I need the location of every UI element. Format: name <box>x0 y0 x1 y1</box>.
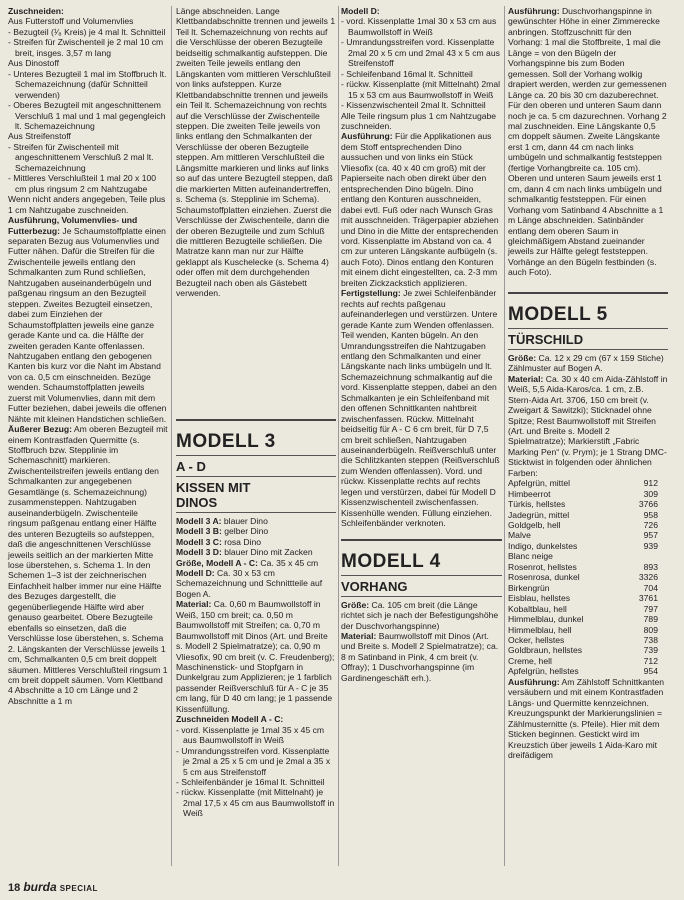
paragraph-heading: Äußerer Bezug: <box>8 424 72 435</box>
paragraph <box>176 578 336 599</box>
color-name: Himmelblau, hell <box>508 624 572 635</box>
paragraph <box>341 600 502 631</box>
color-name: Blanc neige <box>508 551 553 562</box>
paragraph-heading: Modell D: <box>341 6 380 16</box>
paragraph <box>8 142 168 173</box>
page-number: 18 <box>8 882 21 894</box>
color-row <box>508 583 658 593</box>
color-row <box>508 666 658 676</box>
paragraph-text: - Umrandungsstreifen vord. Kissenplatte je 2mal a 25 x 5 cm und je 2mal a 35 x 5 cm aus Streifenstoff <box>176 745 331 777</box>
paragraph-text: Wenn nicht anders angegeben, Teile plus 1 cm Nahtzugabe zuschneiden. <box>8 194 166 215</box>
paragraph <box>341 16 502 37</box>
paragraph <box>341 631 502 683</box>
column-2 <box>176 6 336 819</box>
paragraph-text: Ca. 105 cm breit (die Länge richtet sich je nach der Befestigungshöhe der Duschvorhangspinne) <box>341 599 499 631</box>
modell-4-title: MODELL 4 <box>341 550 441 572</box>
paragraph <box>176 6 336 299</box>
paragraph <box>8 58 168 68</box>
color-code: 957 <box>643 530 658 541</box>
color-row <box>508 625 658 635</box>
page-footer <box>8 880 98 894</box>
paragraph <box>341 79 502 100</box>
modell-5-subtitle: TÜRSCHILD <box>508 331 584 347</box>
paragraph-text: - Umrandungsstreifen vord. Kissenplatte 2mal 20 x 5 cm und 2mal 43 x 5 cm aus Streifenstoff <box>341 37 500 69</box>
color-code: 789 <box>643 614 658 625</box>
paragraph-text: Am oberen Bezugteil mit einem Kontrastfaden Quermitte (s. Stoffbruch bzw. Stepplinie im Schemaschnitt) markieren. Zwischenteilstreifen jeweils entlang den Schmalkanten zur angegebenen Gesamtlänge (s. Schemazeichnung) zusammensteppen. Nahtzugaben auseinanderbügeln. Zwischenteile ringsum paßgenau entlang einer Hälfte des unteren Bezugteils so aufsteppen, daß die angeschnittenen Verschlüsse jeweils seitlich an der markierten Mitte lose überstehen, s. Schema 1. In den Schemen 1–3 ist der zeichnerischen Einfachheit halber immer nur eine Hälfte des Bezuges dargestellt, die gegenüberliegende Hälfte wird aber genauso gearbeitet. Obere Bezugteile ebenfalls so einsetzen, daß die Verschlüsse lose überstehen, s. Schema 2. Längskanten der Verschlüsse jeweils 1 cm, Schmalkanten 0,5 cm breit doppelt säumen. Mittleres Verschlußteil ringsum 1 cm breit doppelt säumen. Vom Klettband 4 Abschnitte a 10 cm Länge und 2 Abschnitte a 1 m <box>8 424 168 706</box>
color-name: Rosenrot, hellstes <box>508 561 577 572</box>
paragraph-heading: Material: <box>176 599 212 610</box>
paragraph-heading: Modell 3 A: <box>176 515 222 526</box>
color-code: 3761 <box>638 593 658 604</box>
modell-3-text <box>176 516 336 819</box>
color-row <box>508 489 658 499</box>
paragraph <box>176 558 336 568</box>
paragraph <box>341 288 502 528</box>
color-row <box>508 656 658 666</box>
paragraph <box>176 526 336 536</box>
color-code: 739 <box>643 645 658 656</box>
section-rule <box>508 349 668 350</box>
paragraph-text: Länge abschneiden. Lange Klettbandabschnitte trennen und jeweils 1 Teil lt. Schemazeichnung von rechts auf die Verschlüsse der oberen Bezugteile beidseitig schmalkantig aufsteppen. Die zweiten Teile jeweils entlang den Längskanten vom mittleren Verschlußteil von links aufsteppen. Kurze Klettbandabschnitte trennen und jeweils ein Teil lt. Schemazeichnung von rechts auf die Verschlüsse der Zwischenteile steppen. Die zweiten Teile jeweils von links entlang den Schmalkanten der Verschlüsse der oberen Bezugteile steppen. Am mittleren Verschlußteil die Längsmitte markieren und links auf links so auf das untere Bezugteil steppen, daß die markierten Mitten aufeinandertreffen, s. Schema (s. Stepplinie im Schema). Schaumstoffplatten einziehen. Zuerst die Verschlüsse der Zwischenteile, dann die der oberen Bezugteile und zum Schluß die mittleren Bezugteile schließen. Die Matratze kann man nur zur Hälfte geklappt als Kuschelecke (s. Schema 4) oder offen mit dem durchgehenden Bezugteil nach oben als Gästebett verwenden. <box>176 6 336 299</box>
color-code: 738 <box>643 635 658 646</box>
color-name: Rosenrosa, dunkel <box>508 572 580 583</box>
color-table <box>508 478 658 677</box>
paragraph-text: Schemazeichnung und Schnittteile auf Bogen A. <box>176 578 323 599</box>
color-code <box>628 551 658 561</box>
color-name: Indigo, dunkelstes <box>508 540 578 551</box>
color-row <box>508 572 658 582</box>
paragraph-text: Aus Dinostoff <box>8 58 59 69</box>
paragraph-text: - rückw. Kissenplatte (mit Mittelnaht) je 2mal 17,5 x 45 cm aus Baumwollstoff in Weiß <box>176 787 335 819</box>
paragraph <box>508 353 668 363</box>
color-name: Himmelblau, dunkel <box>508 614 584 625</box>
paragraph <box>176 787 336 818</box>
paragraph-text: Ca. 30 x 40 cm Aida-Zählstoff in Weiß, 5,5 Aida-Karos/ca. 1 cm, z.B. Stern-Aida Art. 3706, 150 cm breit (v. Zweigart & Sawitzki); Sticknadel ohne Spitze; Rest Baumwollstoff mit Streifen (Art. und Breite s. Modell 2 Spielmatratze); Markierstift „Fabric Marking Pen“ (v. Prym); je 1 Strang DMC-Sticktwist in folgenden oder ähnlichen Farben: <box>508 373 668 478</box>
paragraph <box>508 363 668 373</box>
column-4-text <box>508 6 668 278</box>
paragraph <box>341 131 502 288</box>
paragraph-text: - Mittleres Verschlußteil 1 mal 20 x 100 cm plus ringsum 2 cm Nahtzugabe <box>8 173 157 194</box>
paragraph-heading: Größe, Modell A - C: <box>176 557 258 568</box>
paragraph-text: Je Schaumstoffplatte einen separaten Bezug aus Volumenvlies und Futter nähen. Dafür die Streifen für die Zwischenteile jeweils entlang den Schmalkanten zum Rund schließen, Nahtzugaben auseinanderbügeln und paßgenau ringsum an den Bezugteil steppen. Zweites Bezugteil einsetzen, dabei zum Einziehen der Schaumstoffplatten jeweils eine ganze gerade Kante und ca. die Hälfte der zweiten geraden Kante offenlassen. Nahtzugaben entlang den gebogenen Kanten bis kurz vor die Naht im Abstand von ca. 0,5 cm einschneiden. Bezüge wenden. Schaumstoffplatten jeweils zuerst mit Volumenvlies, dann mit dem Futter beziehen, dabei jeweils die offenen Nähte mit kleinen Handstichen schließen. <box>8 225 167 424</box>
paragraph <box>176 516 336 526</box>
modell-3-title: MODELL 3 <box>176 430 276 452</box>
paragraph-text: Für die Applikationen aus dem Stoff entsprechenden Dino aussuchen und von links ein Stück Vliesofix (ca. 40 x 40 cm groß) mit der Papierseite nach oben direkt über den entsprechenden Dino bügeln. Dino entlang den Konturen ausschneiden, dabei evtl. Fuß oder nach Wunsch Gras mit ausschneiden. Trägerpapier abziehen und Dino in die Mitte der entsprechenden vord. Kissenplatte im Abstand von ca. 4 cm zur unteren Längskante aufbügeln (s. auch Foto). Dinos entlang den Konturen mit einem dicht eingestellten, ca. 2-3 mm breiten Zickzackstich applizieren. <box>341 131 499 288</box>
modell-4-subtitle: VORHANG <box>341 578 408 594</box>
color-row <box>508 604 658 614</box>
paragraph <box>8 215 168 424</box>
color-name: Jadegrün, mittel <box>508 509 570 520</box>
color-code: 309 <box>643 488 658 499</box>
color-code: 954 <box>643 666 658 677</box>
paragraph-heading: Material: <box>508 373 544 384</box>
paragraph <box>8 16 168 26</box>
color-name: Goldgelb, hell <box>508 520 561 531</box>
paragraph <box>341 37 502 68</box>
color-name: Eisblau, hellstes <box>508 593 571 604</box>
section-rule <box>176 512 336 513</box>
paragraph-heading: Ausführung: <box>508 676 560 687</box>
modell-4-text <box>341 600 502 684</box>
paragraph-text: Am Zählstoff Schnittkanten versäubern und mit einem Kontrastfaden Längs- und Quermitte kennzeichnen. Kreuzungspunkt der Markierungslinien = Zählmusternitte (s. Pfeile). Hier mit dem Sticken beginnen. Gestickt wird im Kreuzstich über jeweils 1 Aida-Karo mit dreifädigem <box>508 676 665 760</box>
paragraph-text: Ca. 35 x 45 cm <box>257 557 319 568</box>
section-rule <box>176 476 336 477</box>
color-code: 939 <box>643 540 658 551</box>
paragraph-text: Ca. 0,60 m Baumwollstoff in Weiß, 150 cm breit; ca. 0,50 m Baumwollstoff mit Streifen; ca. 0,70 m Baumwollstoff mit Dinos (Art. und Breite s. Modell 2 Spielmatratze); ca. 0,90 m Vliesofix, 90 cm breit (v. C. Freudenberg); Maschinenstick- und Stopfgarn in Dunkelgrau zum Applizieren; je 1 farblich passender Reißverschluß für A - C je 35 cm lang, für D 40 cm lang; je 1 passende Kissenfüllung. <box>176 599 335 714</box>
color-name: Creme, hell <box>508 655 552 666</box>
paragraph-heading: Modell 3 B: <box>176 526 222 537</box>
paragraph-text: Duschvorhangspinne in gewünschter Höhe in einer Zimmerecke anbringen. Stoffzuschnitt für den Vorhang: 1 mal die Stoffbreite, 1 mal die Länge = von den Bügeln der Vorhangspinne bis zum Boden gemessen. Soll der Vorhang wolkig drapiert werden, werden zur gemessenen Länge ca. 20 bis 30 cm dazuberechnet. Für den oberen und unteren Saum dann noch je ca. 5 cm dazurechnen. Vorhang 2 mal zuschneiden. Eine Längskante 0,5 cm doppelt säumen. Zweite Längskante erst 1 cm, dann 44 cm nach links umbügeln und schmalkantig feststeppen (fertige Vorhangbreite ca. 105 cm). Oberen und unteren Saum jeweils erst 1 cm, dann 4 cm nach links umbügeln und schmalkantig feststeppen. Für einen Vorhang vom Satinband 4 Abschnitte a 1 m Länge abschneiden. Satinbänder entlang dem oberen Saum in gleichmäßigem Abstand zueinander jeweils zur Hälfte gelegt feststeppen. Vorhänge an den Bügeln festbinden (s. auch Foto). <box>508 6 667 278</box>
paragraph <box>8 27 168 37</box>
modell-3-variants: A - D <box>176 458 206 474</box>
paragraph <box>176 568 336 578</box>
paragraph <box>176 537 336 547</box>
paragraph-text: blauer Dino mit Zacken <box>221 547 313 558</box>
paragraph <box>8 37 168 58</box>
paragraph <box>341 69 502 79</box>
section-rule <box>341 539 502 541</box>
color-code: 958 <box>643 509 658 520</box>
color-row <box>508 541 658 551</box>
column-divider <box>504 6 505 866</box>
color-name: Himbeerrot <box>508 488 551 499</box>
color-row <box>508 645 658 655</box>
color-code: 809 <box>643 624 658 635</box>
paragraph <box>8 6 168 16</box>
color-name: Türkis, hellstes <box>508 499 566 510</box>
color-code: 912 <box>643 478 658 489</box>
section-rule <box>508 328 668 329</box>
paragraph-text: - Oberes Bezugteil mit angeschnittenem Verschluß 1 mal und 1 mal gegengleich lt. Schemazeichnung <box>8 100 166 131</box>
paragraph-text: Je zwei Schleifenbänder rechts auf rechts paßgenau aufeinanderlegen und verstürzen. Untere gerade Kante zum Wenden offenlassen. Teil wenden, Kanten bügeln. An den Umrandungsstreifen die Nahtzugaben entlang den Schmalkanten und einer Längskante nach links umbügeln und lt. Schemazeichnung schmalkantig auf die vord. Kissenplatte steppen, dabei an den Schmalkanten je ein Schleifenband mit den offenen Schnittkanten nahtbreit zwischenfassen. Rückw. Mittelnaht beidseitig für A - C 6 cm breit, für D 7,5 cm breit schließen, Nahtzugaben auseinanderbügeln. Reißverschluß unter die Schlitzkanten steppen (Reißverschluß zum Wenden offenlassen). Vord. und rückw. Kissenplatte rechts auf rechts legen und verstürzen, dabei für Modell D Kissenzwischenteil zwischenfassen. Kissenhülle wenden. Füllung einziehen. Schleifenbänder verknoten. <box>341 288 500 529</box>
color-row <box>508 635 658 645</box>
paragraph-text: Aus Futterstoff und Volumenvlies <box>8 16 134 27</box>
color-row <box>508 562 658 572</box>
paragraph-heading: Zuschneiden: <box>8 6 64 16</box>
column-divider <box>338 6 339 866</box>
paragraph-text: Baumwollstoff mit Dinos (Art. und Breite s. Modell 2 Spielmatratze); ca. 8 m Satinband in Pink, 4 cm breit (v. Offray); 1 Duschvorhangspinne (im Gardinengeschäft erh.). <box>341 631 499 683</box>
color-row <box>508 510 658 520</box>
paragraph <box>176 599 336 714</box>
section-rule <box>341 575 502 576</box>
paragraph <box>8 69 168 100</box>
paragraph <box>341 111 502 132</box>
section-rule <box>176 455 336 456</box>
column-4 <box>508 6 668 760</box>
paragraph-text: - Streifen für Zwischenteil je 2 mal 10 cm breit, insges. 3,57 m lang <box>8 37 164 58</box>
paragraph-text: - Bezugteil (¹⁄₈ Kreis) je 4 mal lt. Schnitteil <box>8 26 166 37</box>
paragraph <box>176 746 336 777</box>
column-1 <box>8 6 168 706</box>
modell-3-subtitle-1: KISSEN MIT <box>176 479 251 495</box>
paragraph-text: blauer Dino <box>221 515 268 526</box>
color-row <box>508 614 658 624</box>
paragraph-text: gelber Dino <box>221 526 269 537</box>
column-2-text <box>176 6 336 299</box>
paragraph <box>508 677 668 761</box>
paragraph <box>8 100 168 131</box>
paragraph-text: - Schleifenbänder je 16mal lt. Schnitteil <box>176 777 325 788</box>
paragraph-text: Aus Streifenstoff <box>8 131 71 142</box>
paragraph-text: rosa Dino <box>221 536 262 547</box>
color-row <box>508 478 658 488</box>
paragraph <box>8 131 168 141</box>
section-rule <box>341 596 502 597</box>
paragraph-heading: Größe: <box>508 352 537 363</box>
column-divider <box>171 6 172 866</box>
color-code: 3766 <box>638 499 658 510</box>
paragraph-text: - vord. Kissenplatte je 1mal 35 x 45 cm aus Baumwollstoff in Weiß <box>176 724 325 746</box>
paragraph <box>176 725 336 746</box>
modell-5-ausfuehrung <box>508 677 668 761</box>
color-code: 726 <box>643 520 658 531</box>
paragraph <box>508 374 668 479</box>
color-code: 893 <box>643 561 658 572</box>
paragraph-text: Zählmuster auf Bogen A. <box>508 363 603 374</box>
color-row <box>508 499 658 509</box>
modell-5-title: MODELL 5 <box>508 303 608 325</box>
color-row <box>508 593 658 603</box>
column-3-text <box>341 6 502 529</box>
color-name: Goldbraun, hellstes <box>508 645 583 656</box>
column-3 <box>341 6 502 683</box>
paragraph-text: Ca. 12 x 29 cm (67 x 159 Stiche) <box>536 352 664 363</box>
section-rule <box>176 419 336 421</box>
modell-5-text <box>508 353 668 478</box>
modell-3-subtitle-2: DINOS <box>176 494 218 510</box>
paragraph-heading: Modell 3 D: <box>176 547 222 558</box>
color-code: 3326 <box>638 572 658 583</box>
paragraph-heading: Ausführung, Volumenvlies- und Futterbezug: <box>8 215 138 236</box>
paragraph-text: - vord. Kissenplatte 1mal 30 x 53 cm aus Baumwollstoff in Weiß <box>341 16 497 37</box>
paragraph <box>8 173 168 194</box>
paragraph-heading: Zuschneiden Modell A - C: <box>176 714 284 725</box>
color-row <box>508 520 658 530</box>
paragraph <box>341 100 502 110</box>
color-row <box>508 551 658 561</box>
section-rule <box>508 292 668 294</box>
paragraph <box>508 6 668 278</box>
paragraph <box>8 194 168 215</box>
color-code: 712 <box>643 655 658 666</box>
brand-special: SPECIAL <box>59 884 98 893</box>
paragraph-text: - Kissenzwischenteil 2mal lt. Schnitteil <box>341 100 486 111</box>
paragraph <box>8 424 168 706</box>
color-name: Apfelgrün, mittel <box>508 478 571 489</box>
paragraph-heading: Fertigstellung: <box>341 288 401 299</box>
color-code: 797 <box>643 603 658 614</box>
color-name: Birkengrün <box>508 582 550 593</box>
brand-logo: burda <box>23 880 57 894</box>
paragraph-text: Ca. 30 x 53 cm <box>214 567 275 578</box>
paragraph <box>176 714 336 724</box>
color-name: Apfelgrün, hellstes <box>508 666 579 677</box>
color-name: Ocker, hellstes <box>508 635 565 646</box>
paragraph <box>176 547 336 557</box>
paragraph-text: - Unteres Bezugteil 1 mal im Stoffbruch lt. Schemazeichnung (dafür Schnitteil verwenden) <box>8 68 167 100</box>
paragraph <box>176 777 336 787</box>
paragraph-text: - Schleifenband 16mal lt. Schnitteil <box>341 68 473 79</box>
paragraph-heading: Ausführung: <box>341 131 393 142</box>
paragraph-text: - Streifen für Zwischenteil mit angeschnittenem Verschluß 2 mal lt. Schemazeichnung <box>8 141 154 173</box>
color-code: 704 <box>643 582 658 593</box>
paragraph-heading: Modell 3 C: <box>176 536 222 547</box>
color-name: Kobaltblau, hell <box>508 603 567 614</box>
paragraph-heading: Größe: <box>341 599 370 610</box>
paragraph-heading: Material: <box>341 631 377 642</box>
paragraph-text: - rückw. Kissenplatte (mit Mittelnaht) 2mal 15 x 53 cm aus Baumwollstoff in Weiß <box>341 79 501 100</box>
paragraph-heading: Modell D: <box>176 567 215 578</box>
paragraph-heading: Ausführung: <box>508 6 560 16</box>
color-name: Malve <box>508 530 531 541</box>
paragraph-text: Alle Teile ringsum plus 1 cm Nahtzugabe zuschneiden. <box>341 110 497 131</box>
paragraph <box>341 6 502 16</box>
color-row <box>508 530 658 540</box>
